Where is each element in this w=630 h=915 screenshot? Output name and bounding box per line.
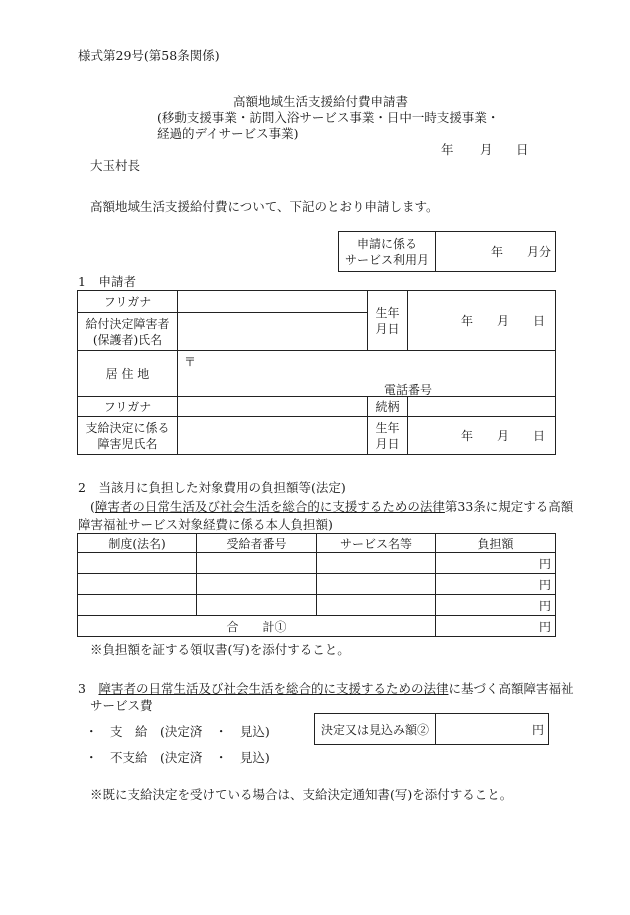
service-name-cell[interactable] [317,595,436,616]
amount-cell[interactable]: 円 [436,553,556,574]
column-header: 負担額 [436,534,556,553]
birth-date-field[interactable]: 年 月 日 [408,291,556,351]
column-header: 制度(法名) [78,534,197,553]
law-name-underlined: 障害者の日常生活及び社会生活を総合的に支援するための法律 [98,681,449,696]
service-month-label: 申請に係る サービス利用月 [339,232,436,272]
address-field[interactable] [178,351,556,397]
decision-amount-field[interactable]: 円 [436,714,549,745]
system-cell[interactable] [78,553,197,574]
burden-table-header [78,534,556,553]
birth2-label: 生年 月日 [368,417,408,455]
section1-heading: 1 申請者 [78,274,136,289]
service-month-value[interactable]: 年 月分 [436,232,556,272]
column-header: サービス名等 [317,534,436,553]
form-number: 様式第29号(第58条関係) [78,48,220,63]
total-row [78,616,556,637]
recipient-number-cell[interactable] [197,553,317,574]
table-row [78,553,556,574]
burden-table [77,533,556,637]
law-name-underlined: 障害者の日常生活及び社会生活を総合的に支援するための法律 [94,499,445,514]
section3-heading-line2: サービス費 [90,698,153,713]
section3-heading: 3 障害者の日常生活及び社会生活を総合的に支援するための法律に基づく高額障害福祉 [78,681,574,696]
system-cell[interactable] [78,595,197,616]
relationship-field[interactable] [408,397,556,417]
recipient-number-cell[interactable] [197,574,317,595]
amount-cell[interactable]: 円 [436,595,556,616]
section2-law-line2: 障害福祉サービス対象経費に係る本人負担額) [78,517,333,532]
furigana2-label: フリガナ [78,397,178,417]
recipient-number-cell[interactable] [197,595,317,616]
document-title: 高額地域生活支援給付費申請書 [233,94,409,109]
date-month-label: 月 [480,142,493,157]
section2-law-line1: (障害者の日常生活及び社会生活を総合的に支援するための法律第33条に規定する高額 [90,499,574,514]
applicant-table [77,290,556,455]
total-amount-cell[interactable]: 円 [436,616,556,637]
option-non-payment[interactable]: ・ 不支給 (決定済 ・ 見込) [85,750,270,765]
child-name-label: 支給決定に係る 障害児氏名 [78,417,178,455]
amount-cell[interactable]: 円 [436,574,556,595]
relationship-label: 続柄 [368,397,408,417]
service-name-cell[interactable] [317,553,436,574]
section2-note: ※負担額を証する領収書(写)を添付すること。 [90,642,350,657]
service-name-cell[interactable] [317,574,436,595]
column-header: 受給者番号 [197,534,317,553]
furigana-field[interactable] [178,291,368,313]
furigana2-field[interactable] [178,397,368,417]
document-subtitle-line2: 経過的デイサービス事業) [157,126,299,141]
date-day-label: 日 [516,142,529,157]
birth-label: 生年 月日 [368,291,408,351]
option-payment[interactable]: ・ 支 給 (決定済 ・ 見込) [85,724,270,739]
child-name-field[interactable] [178,417,368,455]
system-cell[interactable] [78,574,197,595]
recipient: 大玉村長 [90,158,141,173]
section2-heading: 2 当該月に負担した対象費用の負担額等(法定) [78,480,346,495]
decision-amount-box [314,713,549,745]
table-row [78,574,556,595]
date-year-label: 年 [441,142,454,157]
guardian-name-label: 給付決定障害者 (保護者)氏名 [78,313,178,351]
birth2-date-field[interactable]: 年 月 日 [408,417,556,455]
table-row [78,595,556,616]
section3-note: ※既に支給決定を受けている場合は、支給決定通知書(写)を添付すること。 [90,787,513,802]
postal-mark: 〒 [184,355,197,369]
document-subtitle-line1: (移動支援事業・訪問入浴サービス事業・日中一時支援事業・ [157,110,500,125]
intro-text: 高額地域生活支援給付費について、下記のとおり申請します。 [90,199,439,214]
address-label: 居 住 地 [78,351,178,397]
furigana-label: フリガナ [78,291,178,313]
service-month-box [338,231,556,272]
phone-label: 電話番号 [384,383,433,397]
guardian-name-field[interactable] [178,313,368,351]
total-label: 合 計① [78,616,436,637]
decision-amount-label: 決定又は見込み額② [315,714,436,745]
